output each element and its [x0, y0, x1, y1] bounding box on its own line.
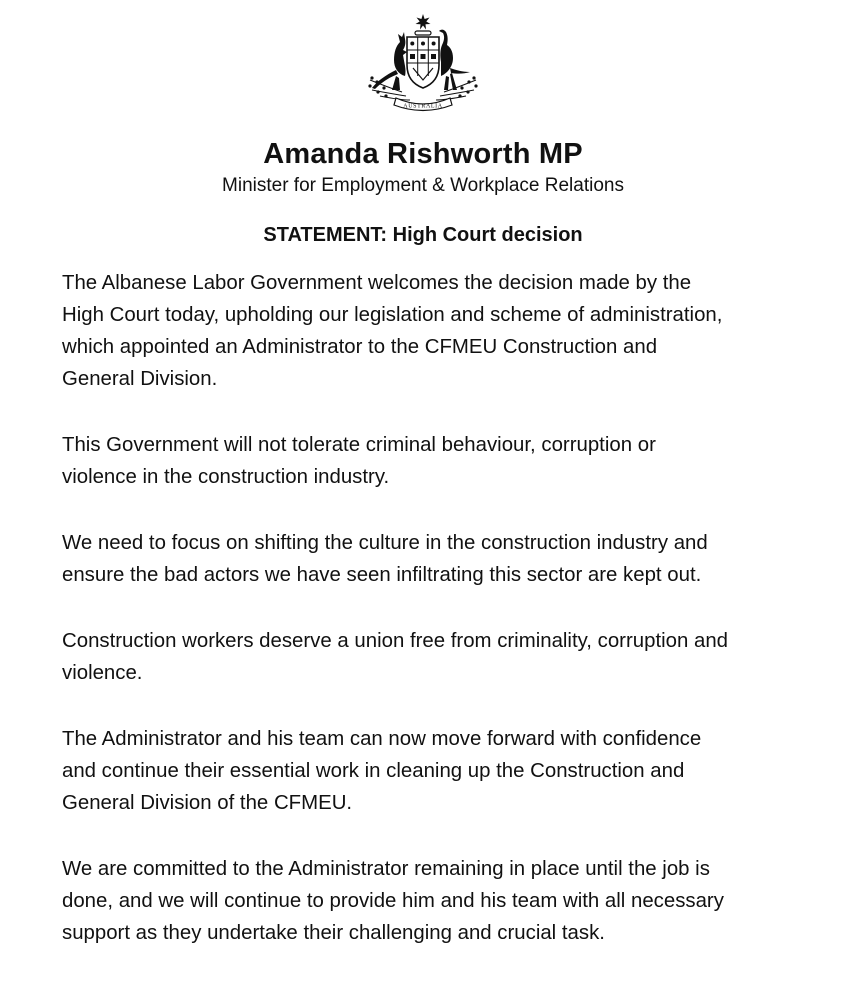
statement-paragraph: We need to focus on shifting the culture in the construction industry and ensure the bad actors we have seen infiltrating this sector are kept out. [62, 532, 708, 586]
crest-banner-text: AUSTRALIA [403, 103, 443, 110]
statement-paragraph: The Administrator and his team can now move forward with confidence and continue their essential work in cleaning up the Construction and General Division of the CFMEU. [62, 728, 702, 814]
statement-body [62, 267, 802, 983]
coat-of-arms-icon [358, 10, 488, 114]
statement-headline: STATEMENT: High Court decision [263, 224, 583, 246]
statement-paragraph: The Albanese Labor Government welcomes the decision made by the High Court today, upholding our legislation and scheme of administration, which appointed an Administrator to the CFMEU Construction and General Division. [62, 272, 723, 390]
statement-paragraph: We are committed to the Administrator remaining in place until the job is done, and we will continue to provide him and his team with all necessary support as they undertake their challenging and crucial task. [62, 858, 724, 944]
minister-role: Minister for Employment & Workplace Relations [222, 175, 624, 196]
statement-paragraph: This Government will not tolerate criminal behaviour, corruption or violence in the construction industry. [62, 434, 656, 488]
minister-name: Amanda Rishworth MP [263, 138, 583, 170]
statement-paragraph: Construction workers deserve a union free from criminality, corruption and violence. [62, 630, 729, 684]
